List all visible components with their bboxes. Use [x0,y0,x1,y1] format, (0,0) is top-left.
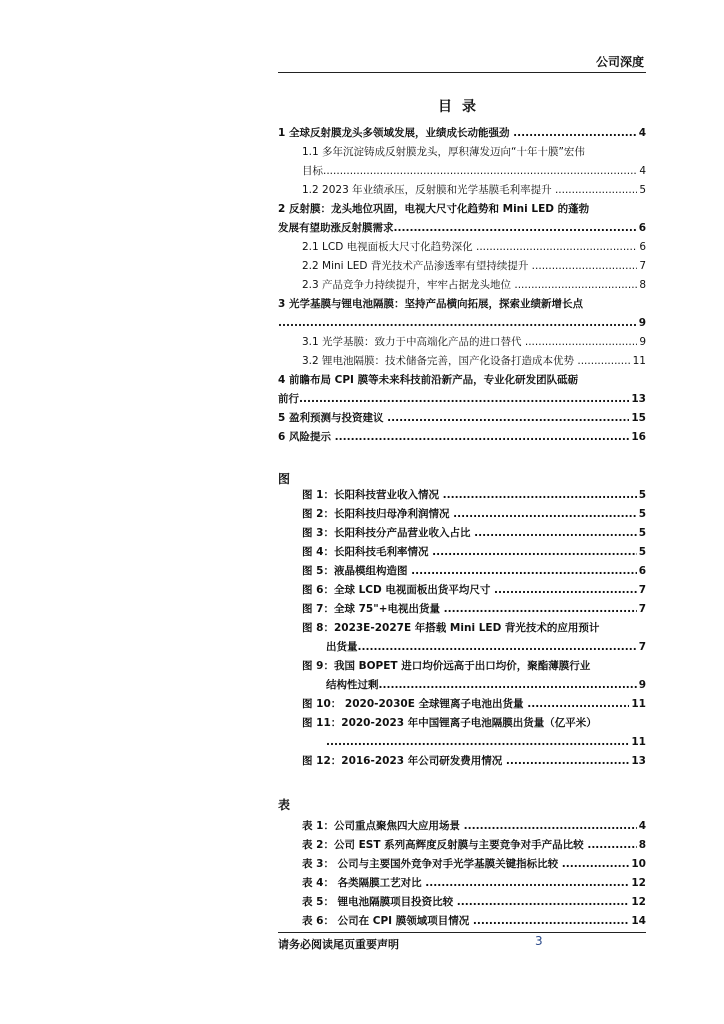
leader-dots [552,184,646,196]
table-entry-title: 表 3： 公司与主要国外竞争对手光学基膜关键指标比较 [302,858,559,870]
toc-entry-page: 9 [637,314,646,333]
leader-dots [470,527,646,539]
toc-entry-title: 1.2 2023 年业绩承压，反射膜和光学基膜毛利率提升 [302,184,552,196]
figure-entry-page: 6 [637,562,646,581]
page-header [278,52,646,72]
leader-dots [394,222,647,234]
toc-entry-title-cont: 发展有望助涨反射膜需求 [278,222,394,234]
figure-entry[interactable] [278,752,646,771]
figure-entry-page: 7 [637,600,646,619]
toc-entry-title: 3.2 锂电池隔膜：技术储备完善，国产化设备打造成本优势 [302,355,575,367]
leader-dots [453,896,646,908]
toc-entry-title: 2.2 Mini LED 背光技术产品渗透率有望持续提升 [302,260,529,272]
toc-entry-title-cont: 目标 [302,165,323,177]
figure-entry[interactable] [278,600,646,619]
figure-entry-title: 图 3：长阳科技分产品营业收入占比 [302,527,471,539]
figure-entry-title-cont: 出货量 [326,641,358,653]
figure-entry-title: 图 5：液晶模组构造图 [302,565,408,577]
leader-dots [524,698,646,710]
toc-entry-title: 2 反射膜：龙头地位巩固，电视大尺寸化趋势和 Mini LED 的蓬勃 [278,203,590,215]
toc-entry-page: 4 [637,124,646,143]
toc-entry-title: 3 光学基膜与锂电池隔膜：坚持产品横向拓展，探索业绩新增长点 [278,298,583,310]
figure-entry[interactable] [278,562,646,581]
toc-entry-continuation[interactable] [278,390,646,409]
disclaimer-note: 请务必阅读尾页重要声明 [278,938,399,951]
toc-entry[interactable] [278,409,646,428]
leader-dots [407,565,646,577]
toc-entry-continuation[interactable] [278,219,646,238]
toc-entry-page: 15 [629,409,646,428]
toc-entry[interactable] [278,428,646,447]
table-entry[interactable] [278,855,646,874]
leader-dots [422,877,646,889]
leader-dots [383,412,646,424]
table-entry-page: 4 [637,817,646,836]
leader-dots [502,755,646,767]
toc-entry[interactable] [278,257,646,276]
table-entry[interactable] [278,893,646,912]
figure-entry-continuation[interactable] [278,676,646,695]
leader-dots [428,546,646,558]
toc-entry[interactable] [278,295,646,314]
leader-dots [278,317,646,329]
figure-entry-title: 图 11：2020-2023 年中国锂离子电池隔膜出货量（亿平米） [302,717,597,729]
table-entry-page: 8 [637,836,646,855]
figure-entry-title: 图 10： 2020-2030E 全球锂离子电池出货量 [302,698,524,710]
figure-entry-title-cont: 结构性过剩 [326,679,379,691]
table-entry-page: 12 [629,893,646,912]
figure-entry-page: 11 [629,695,646,714]
tables-heading: 表 [278,798,291,812]
toc-entry-title: 2.1 LCD 电视面板大尺寸化趋势深化 [302,241,473,253]
figure-entry[interactable] [278,505,646,524]
figure-entry-page: 5 [637,543,646,562]
header-divider [278,72,646,73]
toc-entry-page: 6 [637,238,646,257]
table-entry-title: 表 1：公司重点聚焦四大应用场景 [302,820,460,832]
toc-entry-title: 4 前瞻布局 CPI 膜等未来科技前沿新产品，专业化研发团队砥砺 [278,374,579,386]
figure-entry[interactable] [278,714,646,733]
toc-entry-page: 9 [637,333,646,352]
figures-heading: 图 [278,472,291,486]
leader-dots [469,915,646,927]
figure-entry-title: 图 12：2016-2023 年公司研发费用情况 [302,755,503,767]
leader-dots [509,127,646,139]
toc-entry[interactable] [278,181,646,200]
figure-entry[interactable] [278,695,646,714]
toc-entry[interactable] [278,238,646,257]
figure-entry[interactable] [278,486,646,505]
figure-entry-title: 图 7：全球 75"+电视出货量 [302,603,440,615]
toc-entry-page: 13 [629,390,646,409]
toc-entry-page: 6 [637,219,646,238]
figure-entry-title: 图 4：长阳科技毛利率情况 [302,546,429,558]
leader-dots [511,279,646,291]
leader-dots [528,260,646,272]
toc-entry-page: 5 [637,181,646,200]
leader-dots [299,393,646,405]
leader-dots [490,584,646,596]
figure-entry-title: 图 1：长阳科技营业收入情况 [302,489,439,501]
figure-entry-page: 9 [637,676,646,695]
figure-entry-page: 5 [637,524,646,543]
toc-entry-continuation[interactable] [278,162,646,181]
report-type-label: 公司深度 [595,55,644,69]
toc-entry-title-cont: 前行 [278,393,299,405]
figure-entry-continuation[interactable] [278,638,646,657]
leader-dots [326,736,646,748]
tables-list [278,817,646,931]
figure-entry-title: 图 2：长阳科技归母净利润情况 [302,508,450,520]
figure-entry[interactable] [278,581,646,600]
leader-dots [439,489,646,501]
table-entry[interactable] [278,817,646,836]
figure-entry-page: 11 [629,733,646,752]
toc-entry-title: 1 全球反射膜龙头多领域发展，业绩成长动能强劲 [278,127,510,139]
figure-entry-page: 7 [637,638,646,657]
table-entry-page: 10 [629,855,646,874]
figure-entry-page: 5 [637,505,646,524]
figure-entry-page: 13 [629,752,646,771]
toc-entry-title: 5 盈利预测与投资建议 [278,412,384,424]
table-entry[interactable] [278,874,646,893]
toc-entry-title: 3.1 光学基膜：致力于中高端化产品的进口替代 [302,336,522,348]
toc-entry[interactable] [278,143,646,162]
toc-entry-page: 11 [631,352,646,371]
toc-entry[interactable] [278,124,646,143]
table-entry-title: 表 6： 公司在 CPI 膜领域项目情况 [302,915,470,927]
toc-entry-continuation[interactable] [278,314,646,333]
leader-dots [460,820,646,832]
toc-entry-title: 1.1 多年沉淀铸成反射膜龙头，厚积薄发迈向“十年十膜”宏伟 [302,146,585,158]
table-entry-page: 14 [629,912,646,931]
table-entry[interactable] [278,836,646,855]
figures-list [278,486,646,771]
leader-dots [379,679,647,691]
leader-dots [522,336,646,348]
figure-entry-page: 5 [637,486,646,505]
figure-entry-title: 图 8：2023E-2027E 年搭载 Mini LED 背光技术的应用预计 [302,622,600,634]
figure-entry-continuation[interactable] [278,733,646,752]
toc-entry-title: 2.3 产品竞争力持续提升，牢牢占据龙头地位 [302,279,512,291]
leader-dots [331,431,646,443]
toc-entry-page: 16 [629,428,646,447]
leader-dots [473,241,646,253]
footer-divider [278,932,646,933]
leader-dots [449,508,646,520]
figure-entry[interactable] [278,524,646,543]
toc-entry[interactable] [278,371,646,390]
toc-entry-title: 6 风险提示 [278,431,331,443]
table-entry-title: 表 4： 各类隔膜工艺对比 [302,877,422,889]
toc-entry[interactable] [278,352,646,371]
table-entry-title: 表 2：公司 EST 系列高辉度反射膜与主要竞争对手产品比较 [302,839,584,851]
figure-entry-title: 图 6：全球 LCD 电视面板出货平均尺寸 [302,584,491,596]
figure-entry[interactable] [278,543,646,562]
toc-entry-page: 7 [637,257,646,276]
toc-entry-page: 4 [637,162,646,181]
figure-entry[interactable] [278,619,646,638]
leader-dots [358,641,647,653]
table-entry-page: 12 [629,874,646,893]
figure-entry-page: 7 [637,581,646,600]
leader-dots [440,603,646,615]
toc-entry[interactable] [278,333,646,352]
table-entry[interactable] [278,912,646,931]
leader-dots [323,165,646,177]
table-of-contents [278,124,646,447]
toc-entry[interactable] [278,276,646,295]
toc-entry[interactable] [278,200,646,219]
toc-entry-page: 8 [637,276,646,295]
figure-entry[interactable] [278,657,646,676]
page-number: 3 [535,934,543,948]
table-entry-title: 表 5： 锂电池隔膜项目投资比较 [302,896,454,908]
toc-title: 目录 [438,99,486,115]
figure-entry-title: 图 9：我国 BOPET 进口均价远高于出口均价，聚酯薄膜行业 [302,660,591,672]
